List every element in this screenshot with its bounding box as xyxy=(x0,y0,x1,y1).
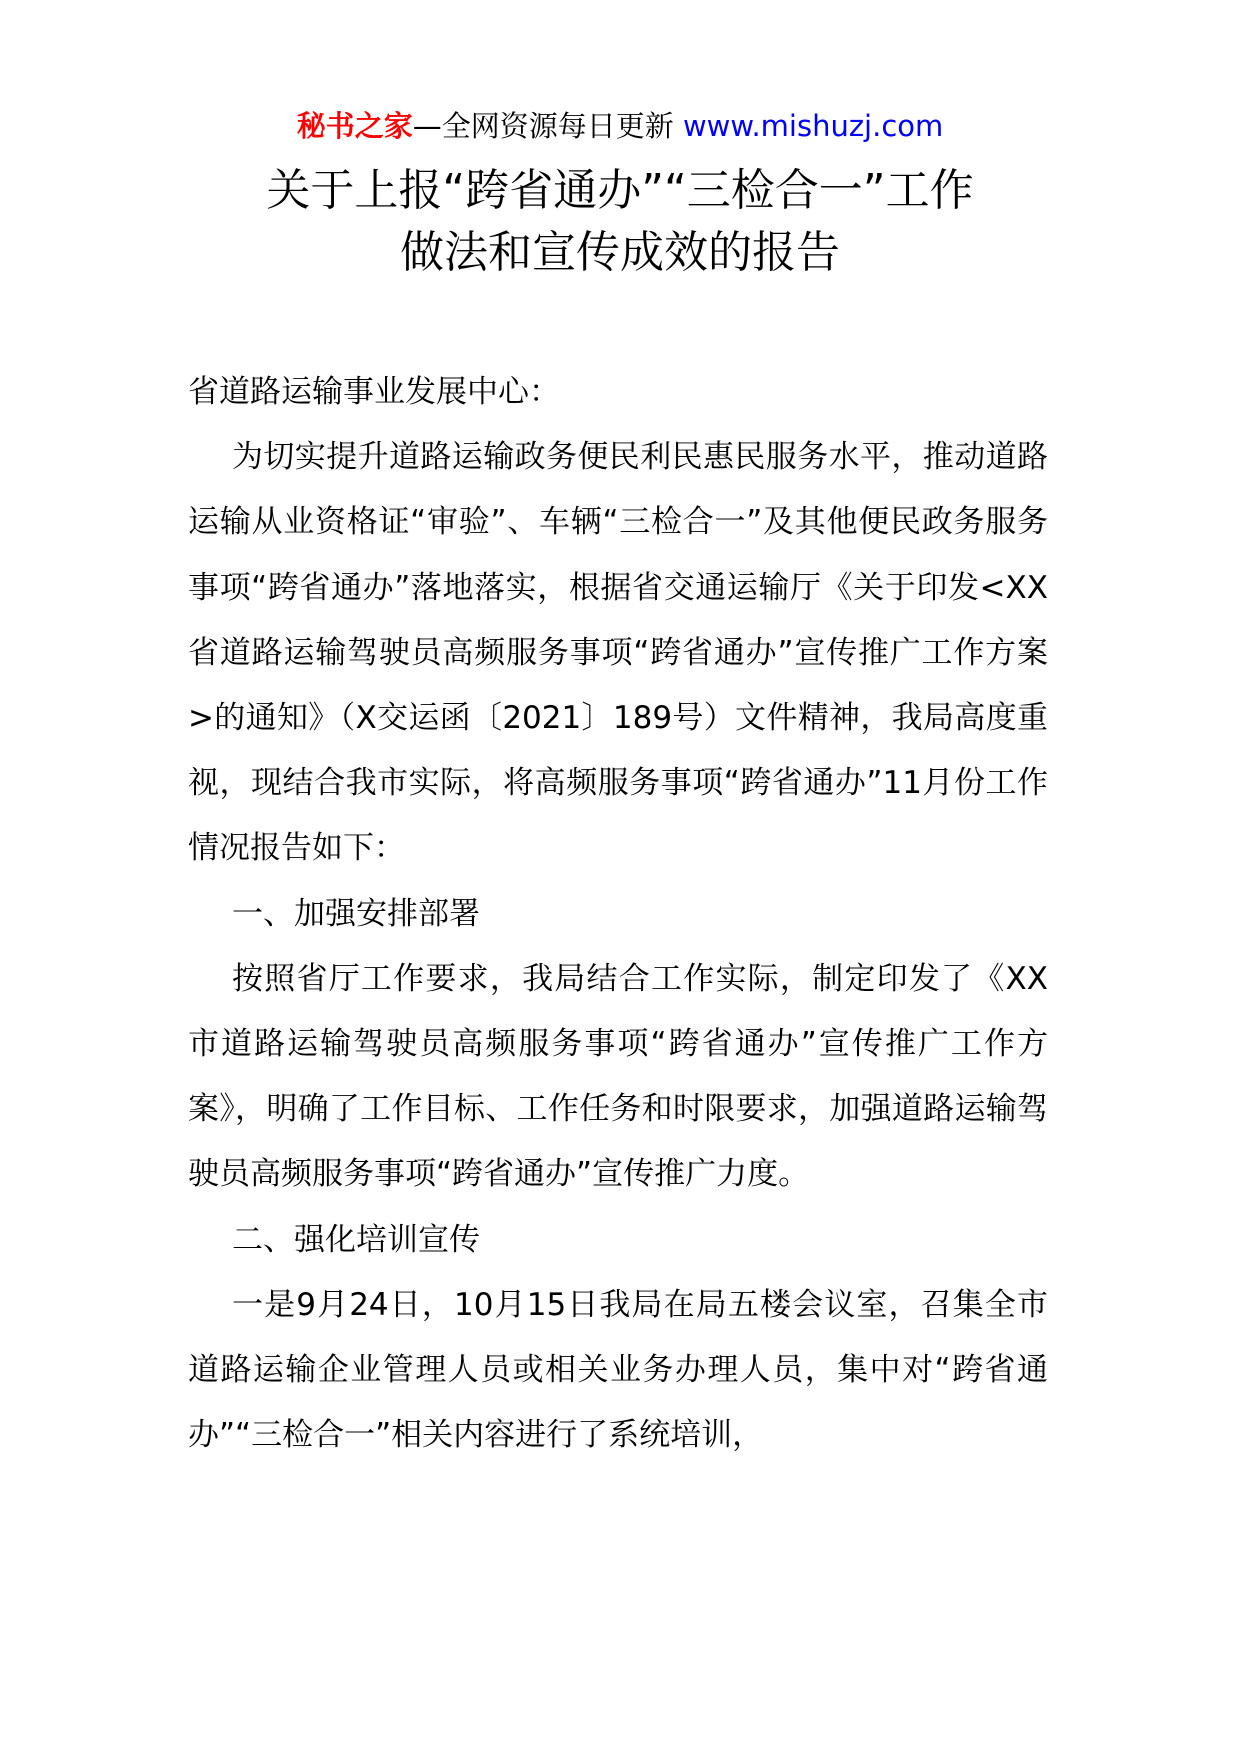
site-url-link[interactable]: www.mishuzj.com xyxy=(682,109,944,143)
site-banner xyxy=(0,104,1240,148)
document-body xyxy=(188,360,1048,1468)
brand-name: 秘书之家 xyxy=(296,109,413,143)
section-heading-1: 一、加强安排部署 xyxy=(232,895,480,932)
section-paragraph-1: 按照省厅工作要求，我局结合工作实际，制定印发了《XX市道路运输驾驶员高频服务事项“跨省通办”宣传推广工作方案》，明确了工作目标、工作任务和时限要求，加强道路运输驾驶员高频服务事项“跨省通办”宣传推广力度。 xyxy=(188,960,1048,1193)
title-line-1: 关于上报“跨省通办”“三检合一”工作 xyxy=(266,165,974,216)
salutation: 省道路运输事业发展中心： xyxy=(188,374,560,410)
document-title xyxy=(140,160,1100,284)
banner-tagline: —全网资源每日更新 xyxy=(412,109,683,143)
title-line-2: 做法和宣传成效的报告 xyxy=(400,227,840,278)
section-heading-2: 二、强化培训宣传 xyxy=(232,1221,480,1258)
section-paragraph-2: 一是9月24日，10月15日我局在局五楼会议室，召集全市道路运输企业管理人员或相关业务办理人员，集中对“跨省通办”“三检合一”相关内容进行了系统培训， xyxy=(188,1286,1048,1454)
intro-paragraph: 为切实提升道路运输政务便民利民惠民服务水平，推动道路运输从业资格证“审验”、车辆“三检合一”及其他便民政务服务事项“跨省通办”落地落实，根据省交通运输厅《关于印发<XX省道路运输驾驶员高频服务事项“跨省通办”宣传推广工作方案>的通知》（X交运函〔2021〕189号）文件精神，我局高度重视，现结合我市实际，将高频服务事项“跨省通办”11月份工作情况报告如下： xyxy=(188,439,1048,867)
